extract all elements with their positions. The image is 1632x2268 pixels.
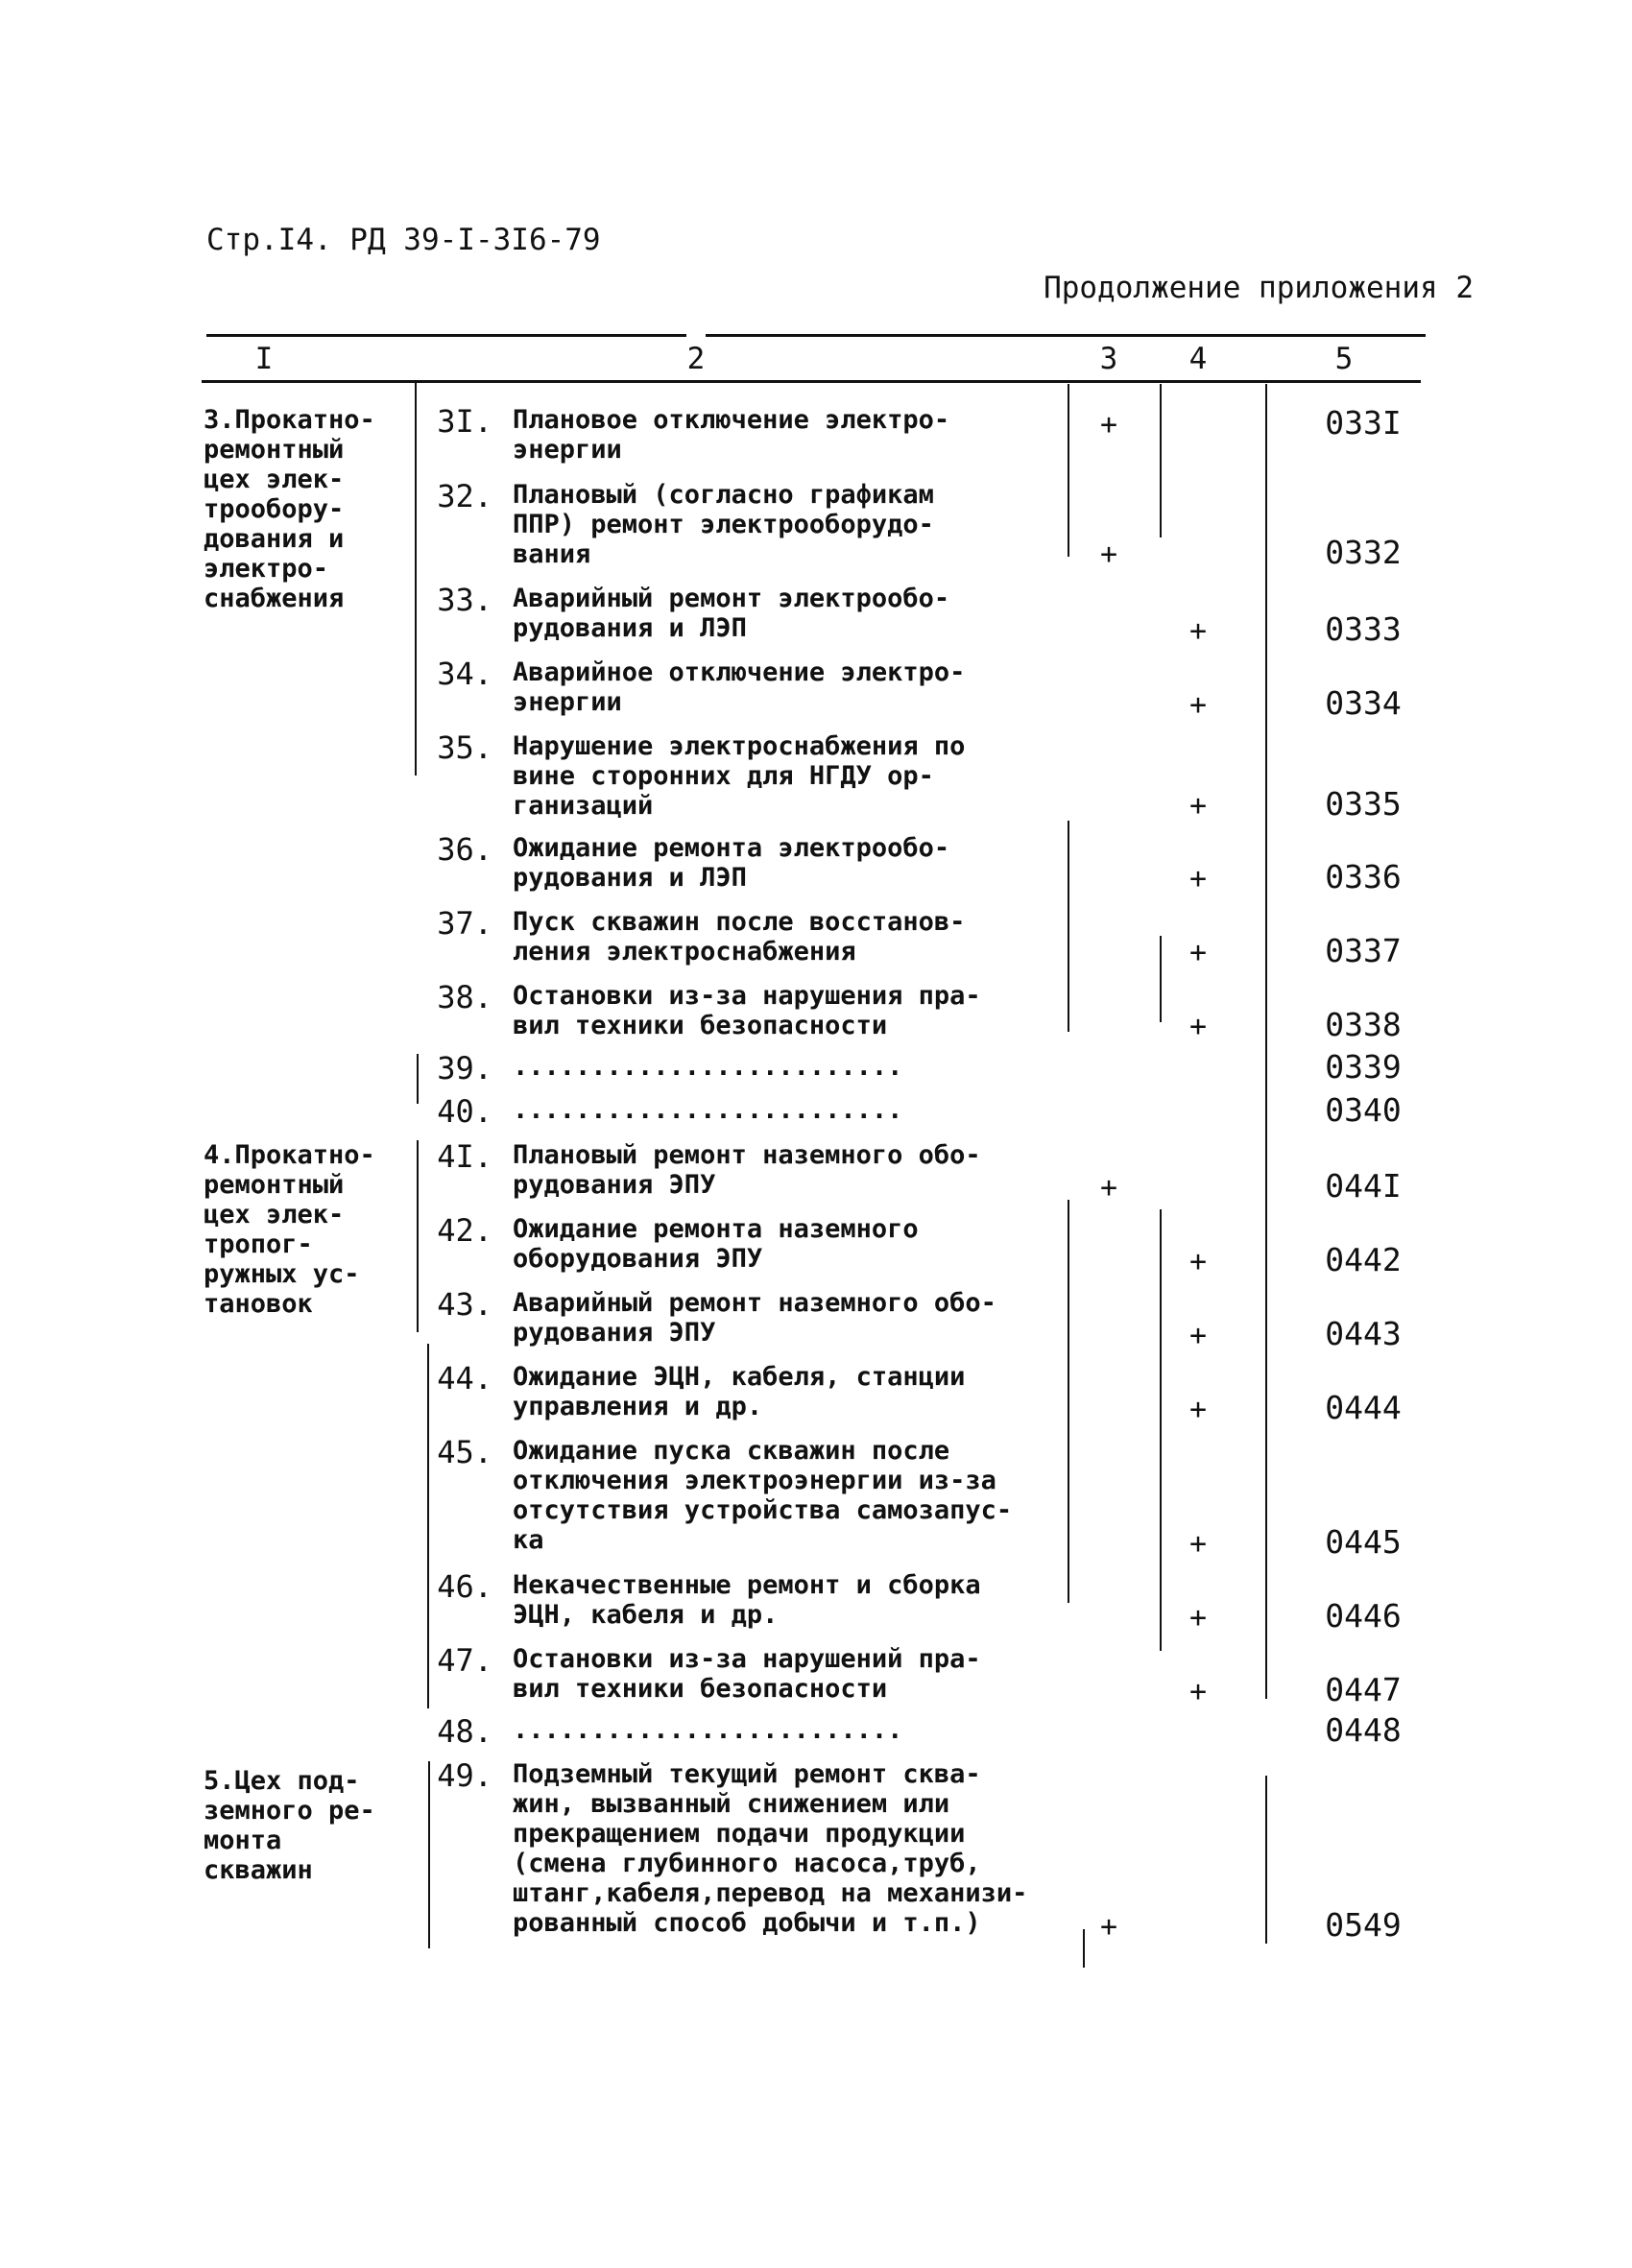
row-code: 0444 [1325, 1389, 1402, 1426]
row-description: ......................... [513, 1052, 903, 1082]
row-description: Подземный текущий ремонт сква- жин, вызванный снижением или прекращением подачи продукции (смена глубинного насоса,труб, штанг,кабеля,перевод на механизи- рованный способ добычи и т.п.) [513, 1759, 1028, 1938]
row-number: 49. [437, 1757, 492, 1794]
row-description: Плановый ремонт наземного обо- рудования ЭПУ [513, 1140, 981, 1200]
row-description: Нарушение электроснабжения по вине сторонних для НГДУ ор- ганизаций [513, 731, 966, 821]
column-divider [1068, 384, 1069, 557]
header-top-rule-left [206, 334, 686, 337]
row-number: 43. [437, 1286, 492, 1323]
column-divider [1160, 384, 1162, 537]
row-code: 0334 [1325, 684, 1402, 722]
row-number: 3I. [437, 403, 492, 440]
column-header-2: 2 [686, 342, 706, 376]
row-code: 0447 [1325, 1671, 1402, 1708]
row-description: Ожидание ремонта электрообо- рудования и ЛЭП [513, 833, 950, 893]
col4-mark: + [1188, 936, 1208, 969]
row-code: 0445 [1325, 1523, 1402, 1561]
continuation-label: Продолжение приложения 2 [1044, 271, 1474, 305]
row-number: 34. [437, 656, 492, 692]
row-number: 47. [437, 1642, 492, 1679]
column-divider [1068, 821, 1069, 1032]
column-divider [417, 1054, 419, 1104]
row-number: 38. [437, 979, 492, 1015]
row-number: 40. [437, 1093, 492, 1130]
row-number: 33. [437, 582, 492, 618]
col3-mark: + [1099, 537, 1118, 571]
col4-mark: + [1188, 862, 1208, 895]
column-divider [1265, 384, 1267, 1699]
col4-mark: + [1188, 614, 1208, 648]
row-number: 45. [437, 1434, 492, 1470]
row-description: Плановое отключение электро- энергии [513, 405, 950, 465]
row-description: Ожидание ремонта наземного оборудования ЭПУ [513, 1214, 919, 1274]
row-code: 0340 [1325, 1091, 1402, 1129]
row-number: 4I. [437, 1138, 492, 1175]
column-header-4: 4 [1188, 342, 1208, 376]
row-number: 48. [437, 1713, 492, 1750]
row-description: Ожидание ЭЦН, кабеля, станции управления и др. [513, 1362, 966, 1421]
row-code: 033I [1325, 404, 1402, 442]
column-divider [415, 382, 417, 776]
row-number: 39. [437, 1050, 492, 1086]
row-number: 46. [437, 1568, 492, 1605]
header-bottom-rule [202, 380, 1421, 383]
col4-mark: + [1188, 1675, 1208, 1708]
row-number: 44. [437, 1360, 492, 1397]
row-code: 0333 [1325, 610, 1402, 648]
row-number: 42. [437, 1212, 492, 1249]
row-code: 0339 [1325, 1048, 1402, 1086]
row-description: ......................... [513, 1715, 903, 1745]
row-code: 0442 [1325, 1241, 1402, 1278]
col3-mark: + [1099, 1171, 1118, 1205]
section-label-5: 5.Цех под- земного ре- монта скважин [204, 1766, 375, 1885]
col4-mark: + [1188, 1527, 1208, 1561]
row-code: 0448 [1325, 1711, 1402, 1749]
col4-mark: + [1188, 1393, 1208, 1426]
row-description: Аварийный ремонт электрообо- рудования и ЛЭП [513, 584, 950, 643]
row-description: Аварийное отключение электро- энергии [513, 657, 966, 717]
row-number: 37. [437, 905, 492, 942]
column-divider [417, 1140, 419, 1332]
col4-mark: + [1188, 688, 1208, 722]
col4-mark: + [1188, 1010, 1208, 1043]
column-divider [1265, 1776, 1267, 1944]
col4-mark: + [1188, 1245, 1208, 1278]
row-code: 0337 [1325, 932, 1402, 969]
row-code: 0446 [1325, 1597, 1402, 1635]
col4-mark: + [1188, 789, 1208, 823]
section-label-4: 4.Прокатно- ремонтный цех элек- тропог- ружных ус- тановок [204, 1140, 375, 1319]
row-description: Аварийный ремонт наземного обо- рудования ЭПУ [513, 1288, 996, 1348]
column-divider [1083, 1929, 1085, 1968]
column-divider [1160, 1209, 1162, 1651]
row-description: Некачественные ремонт и сборка ЭЦН, кабеля и др. [513, 1570, 981, 1630]
row-code: 0549 [1325, 1906, 1402, 1944]
column-header-1: I [254, 342, 274, 376]
column-divider [428, 1761, 430, 1948]
row-code: 0336 [1325, 858, 1402, 895]
column-header-3: 3 [1099, 342, 1118, 376]
col3-mark: + [1099, 408, 1118, 442]
column-divider [1068, 1200, 1069, 1603]
row-code: 0443 [1325, 1315, 1402, 1352]
row-description: Остановки из-за нарушений пра- вил техники безопасности [513, 1644, 981, 1704]
column-divider [1160, 936, 1162, 1022]
row-code: 0338 [1325, 1006, 1402, 1043]
row-number: 36. [437, 831, 492, 868]
col4-mark: + [1188, 1319, 1208, 1352]
row-code: 0335 [1325, 785, 1402, 823]
row-code: 044I [1325, 1167, 1402, 1205]
row-description: Остановки из-за нарушения пра- вил техники безопасности [513, 981, 981, 1040]
row-description: Пуск скважин после восстанов- ления электроснабжения [513, 907, 966, 967]
page-header: Стр.I4. РД 39-I-3I6-79 [206, 223, 601, 257]
col3-mark: + [1099, 1910, 1118, 1944]
row-number: 35. [437, 729, 492, 766]
row-description: ......................... [513, 1095, 903, 1125]
col4-mark: + [1188, 1601, 1208, 1635]
column-divider [427, 1344, 429, 1708]
section-label-3: 3.Прокатно- ремонтный цех элек- трообору- дования и электро- снабжения [204, 405, 375, 613]
row-description: Ожидание пуска скважин после отключения электроэнергии из-за отсутствия устройства самозапус- ка [513, 1436, 1013, 1555]
row-code: 0332 [1325, 534, 1402, 571]
row-description: Плановый (согласно графикам ППР) ремонт электрооборудо- вания [513, 480, 934, 569]
row-number: 32. [437, 478, 492, 514]
header-top-rule-right [706, 334, 1426, 337]
column-header-5: 5 [1334, 342, 1354, 376]
